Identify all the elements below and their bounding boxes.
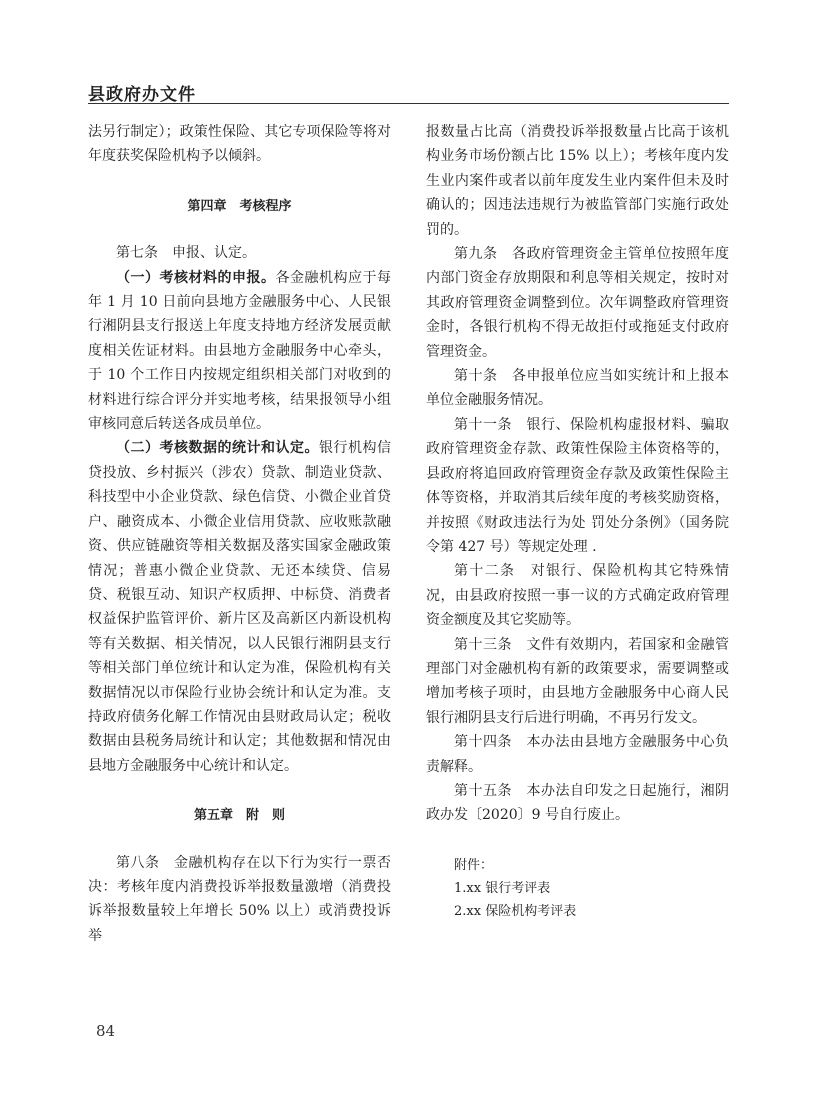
attachment-item: 1.xx 银行考评表 bbox=[454, 880, 551, 896]
page-number: 84 bbox=[96, 1022, 116, 1040]
article-11: 第十一条 银行、保险机构虚报材料、骗取政府管理资金存款、政策性保险主体资格等的，县政府将追回政府管理资金存款及政策性保险主体等资格，并取消其后续年度的考核奖励资格，并按照《财政违法行为处 罚处分条例》（国务院令第 427 号）等规定处理 . bbox=[426, 416, 729, 555]
article-7-item-2 bbox=[88, 436, 391, 778]
item-1-body: 各金融机构应于每年 1 月 10 日前向县地方金融服务中心、人民银行湘阴县支行报送上年度支持地方经济发展贡献度相关佐证材料。由县地方金融服务中心牵头，于 10 个工作日内按规定组织相关部门对收到的材料进行综合评分并实地考核，结果报领导小组审核同意后转送各成员单位。 bbox=[88, 269, 391, 433]
article-8-continuation: 报数量占比高（消费投诉举报数量占比高于该机构业务市场份额占比 15% 以上）；考核年度内发生业内案件或者以前年度发生业内案件但未及时确认的；因违法违规行为被监管部门实施行政处罚的。 bbox=[426, 124, 729, 238]
article-13: 第十三条 文件有效期内，若国家和金融管理部门对金融机构有新的政策要求，需要调整或增加考核子项时，由县地方金融服务中心商人民银行湘阴县支行后进行明确，不再另行发文。 bbox=[426, 636, 729, 726]
item-1-heading: （一）考核材料的申报。 bbox=[116, 269, 276, 286]
article-8: 第八条 金融机构存在以下行为实行一票否决：考核年度内消费投诉举报数量激增（消费投诉举报数量较上年增长 50% 以上）或消费投诉举 bbox=[88, 854, 391, 944]
article-12: 第十二条 对银行、保险机构其它特殊情况，由县政府按照一事一议的方式确定政府管理资金额度及其它奖励等。 bbox=[426, 563, 729, 629]
article-15: 第十五条 本办法自印发之日起施行，湘阴政办发〔2020〕9 号自行废止。 bbox=[426, 782, 729, 824]
article-14: 第十四条 本办法由县地方金融服务中心负责解释。 bbox=[426, 734, 729, 775]
header-rule bbox=[88, 103, 729, 104]
attachments-title: 附件： bbox=[454, 857, 494, 873]
attachment-item: 2.xx 保险机构考评表 bbox=[454, 903, 577, 919]
article-7-item-1 bbox=[88, 266, 391, 437]
article-7: 第七条 申报、认定。 bbox=[116, 245, 256, 262]
chapter-4-title: 第四章 考核程序 bbox=[187, 198, 292, 214]
item-2-body: 银行机构信贷投放、乡村振兴（涉农）贷款、制造业贷款、科技型中小企业贷款、绿色信贷、小微企业首贷户、融资成本、小微企业信用贷款、应收账款融资、供应链融资等相关数据及落实国家金融政策情况；普惠小微企业贷款、无还本续贷、信易贷、税银互动、知识产权质押、中标贷、消费者权益保护监管评价、新片区及高新区内新设机构等有关数据、相关情况，以人民银行湘阴县支行等相关部门单位统计和认定为准，保险机构有关数据情况以市保险行业协会统计和认定为准。支持政府债务化解工作情况由县财政局认定；税收数据由县税务局统计和认定；其他数据和情况由县地方金融服务中心统计和认定。 bbox=[88, 440, 391, 774]
item-2-heading: （二）考核数据的统计和认定。 bbox=[116, 440, 319, 457]
article-9: 第九条 各政府管理资金主管单位按照年度内部门资金存放期限和利息等相关规定，按时对其政府管理资金调整到位。次年调整政府管理资金时，各银行机构不得无故拒付或拖延支付政府管理资金。 bbox=[426, 246, 729, 360]
article-10: 第十条 各申报单位应当如实统计和上报本单位金融服务情况。 bbox=[426, 368, 729, 409]
right-column bbox=[426, 120, 729, 923]
attachments bbox=[426, 854, 729, 923]
left-column bbox=[88, 120, 391, 948]
chapter-5-title: 第五章 附 则 bbox=[193, 808, 285, 824]
paragraph-continuation: 法另行制定）；政策性保险、其它专项保险等将对年度获奖保险机构予以倾斜。 bbox=[88, 124, 391, 165]
header-title: 县政府办文件 bbox=[88, 85, 196, 105]
